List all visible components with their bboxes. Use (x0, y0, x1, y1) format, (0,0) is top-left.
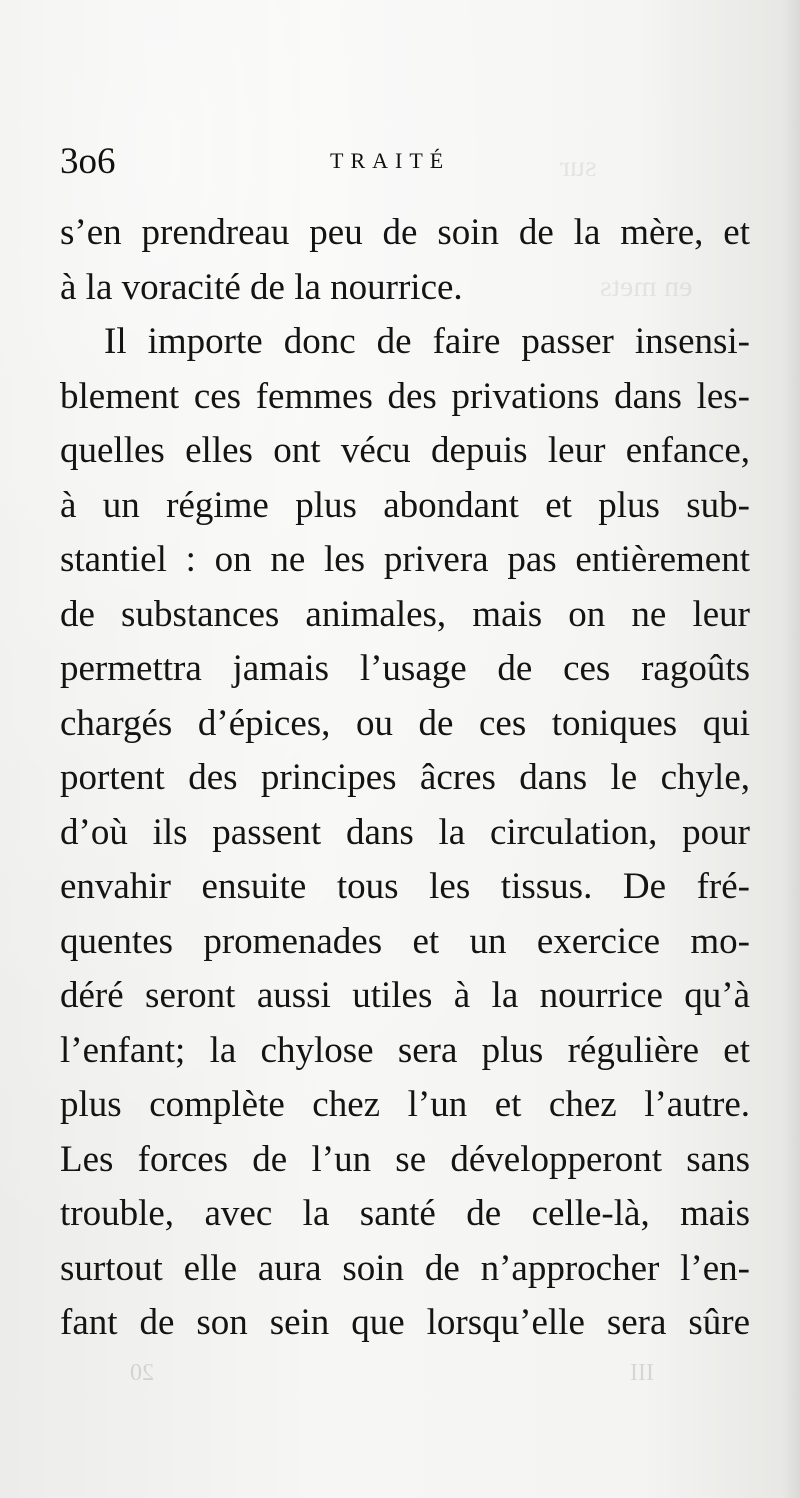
text-line: déré seront aussi utiles à la nourrice qu’à (60, 975, 750, 1016)
text-line: stantiel : on ne les privera pas entièrement (60, 539, 750, 580)
text-line: d’où ils passent dans la circulation, pour (60, 811, 750, 853)
running-head: TRAITÉ (330, 148, 451, 173)
text-line: quentes promenades et un exercice mo- (60, 920, 750, 962)
text-line: de substances animales, mais on ne leur (60, 593, 750, 635)
text-line: fant de son sein que lorsqu’elle sera sûre (60, 1302, 750, 1343)
text-line: Il importe donc de faire passer insensi- (104, 321, 750, 362)
text-line: à la voracité de la nourrice. (60, 266, 463, 308)
text-line: l’enfant; la chylose sera plus régulière et (60, 1029, 750, 1071)
text-line: trouble, avec la santé de celle-là, mais (60, 1193, 750, 1234)
show-through-text: sur (560, 150, 597, 183)
text-line: envahir ensuite tous les tissus. De fré- (60, 866, 750, 907)
text-line: permettra jamais l’usage de ces ragoûts (60, 648, 750, 689)
text-line: portent des principes âcres dans le chyle, (60, 757, 750, 798)
text-line: plus complète chez l’un et chez l’autre. (60, 1084, 750, 1125)
page-number: 3o6 (60, 141, 116, 182)
show-through-mark: 20 (130, 1360, 154, 1386)
page-header (60, 140, 760, 184)
text-line: surtout elle aura soin de n’approcher l’en- (60, 1247, 750, 1289)
text-line: s’en prendreau peu de soin de la mère, et (60, 212, 750, 253)
page-edge-shadow (782, 0, 800, 1498)
show-through-footer (120, 1360, 720, 1400)
show-through-mark: III (630, 1360, 654, 1386)
body-text (60, 206, 750, 1351)
text-line: chargés d’épices, ou de ces toniques qui (60, 702, 750, 744)
show-through-text: en mets (600, 270, 693, 303)
text-line: blement ces femmes des privations dans les- (60, 375, 750, 417)
text-line: quelles elles ont vécu depuis leur enfance, (60, 430, 750, 471)
text-line: Les forces de l’un se développeront sans (60, 1138, 750, 1180)
text-line: à un régime plus abondant et plus sub- (60, 484, 750, 526)
